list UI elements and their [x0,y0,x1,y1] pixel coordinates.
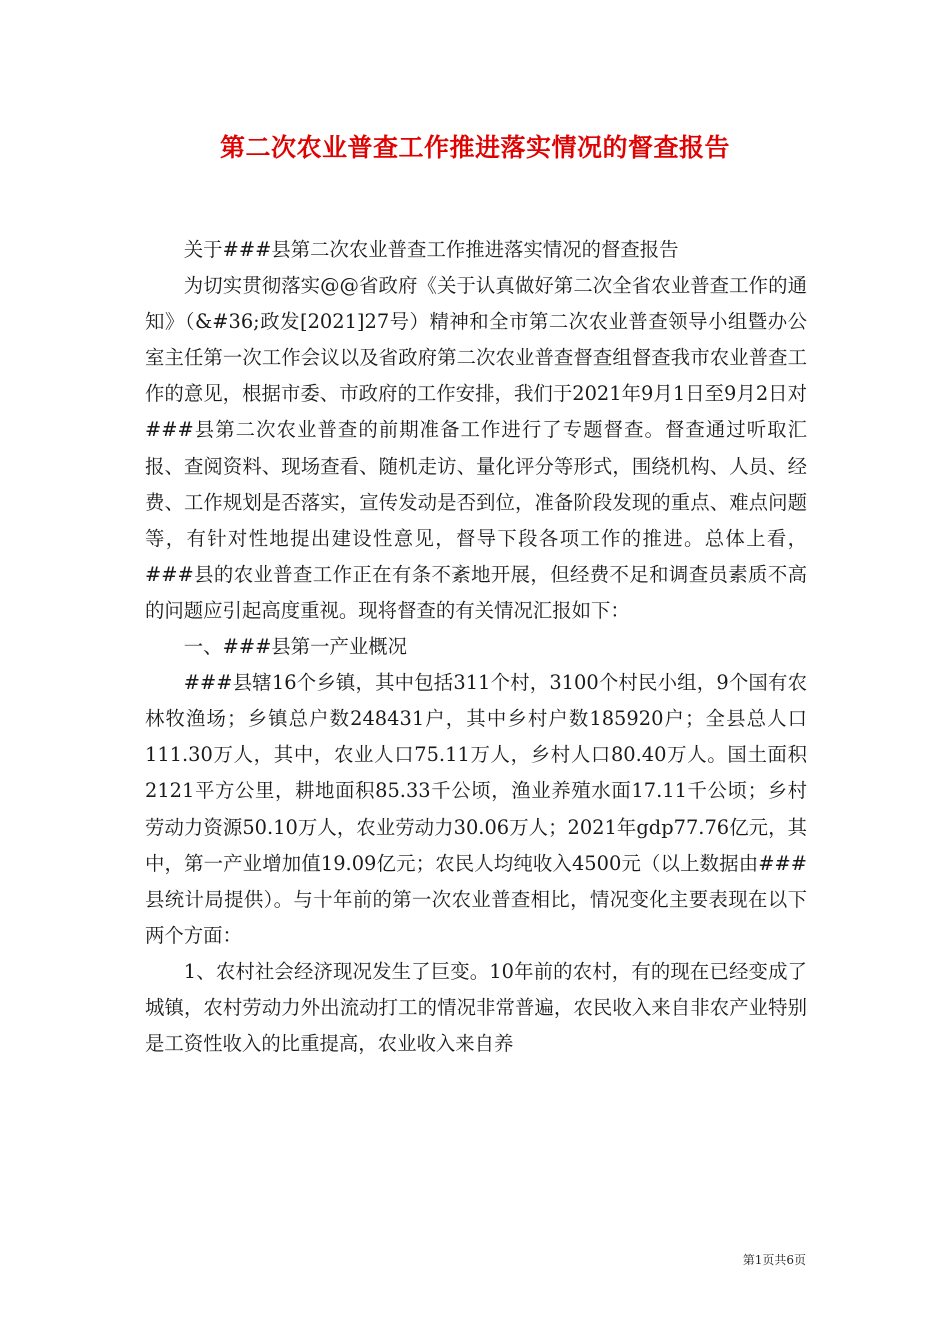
change-paragraph-1: 1、农村社会经济现况发生了巨变。10年前的农村，有的现在已经变成了城镇，农村劳动力外出流动打工的情况非常普遍，农民收入来自非农产业特别是工资性收入的比重提高，农业收入来自养 [145,959,807,1056]
section-heading-overview: 一、###县第一产业概况 [183,635,408,659]
page-number: 第1页共6页 [742,1253,806,1267]
intro-paragraph: 为切实贯彻落实@@省政府《关于认真做好第二次全省农业普查工作的通知》（&#36;政发[2021]27号）精神和全市第二次农业普查领导小组暨办公室主任第一次工作会议以及省政府第二次农业普查督查组督查我市农业普查工作的意见，根据市委、市政府的工作安排，我们于2021年9月1日至9月2日对###县第二次农业普查的前期准备工作进行了专题督查。督查通过听取汇报、查阅资料、现场查看、随机走访、量化评分等形式，围绕机构、人员、经费、工作规划是否落实，宣传发动是否到位，准备阶段发现的重点、难点问题等，有针对性地提出建设性意见，督导下段各项工作的推进。总体上看，###县的农业普查工作正在有条不紊地开展，但经费不足和调查员素质不高的问题应引起高度重视。现将督查的有关情况汇报如下： [145,274,807,622]
page-title: 第二次农业普查工作推进落实情况的督查报告 [219,133,730,162]
report-heading: 关于###县第二次农业普查工作推进落实情况的督查报告 [183,238,679,261]
overview-paragraph: ###县辖16个乡镇，其中包括311个村，3100个村民小组，9个国有农林牧渔场；乡镇总户数248431户，其中乡村户数185920户；全县总人口111.30万人，其中，农业人口75.11万人，乡村人口80.40万人。国土面积2121平方公里，耕地面积85.33千公顷，渔业养殖水面17.11千公顷；乡村劳动力资源50.10万人，农业劳动力30.06万人；2021年gdp77.76亿元，其中，第一产业增加值19.09亿元；农民人均纯收入4500元（以上数据由###县统计局提供）。与十年前的第一次农业普查相比，情况变化主要表现在以下两个方面： [145,671,807,947]
document-body [145,232,807,1062]
